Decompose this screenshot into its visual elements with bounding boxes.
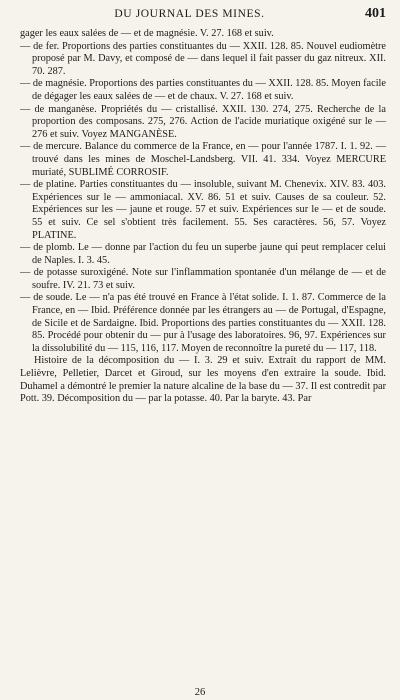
index-entry: — de plomb. Le — donne par l'action du feu un superbe jaune qui peut remplacer celui de Naples. I. 3. 45. — [20, 242, 386, 266]
index-entry: Histoire de la décomposition du — I. 3. 29 et suiv. Extrait du rapport de MM. Lelièvre, Pelletier, Darcet et Giroud, sur les moyens d'en extraire la soude. Ibid. Duhamel a démontré le premier la nature alcaline de la base du — 37. Il est contredit par Pott. 39. Décomposition du — par la potasse. 40. Par la baryte. 43. Par — [20, 355, 386, 405]
index-entry: — de mercure. Balance du commerce de la France, en — pour l'année 1787. I. 1. 92. — trouvé dans les mines de Moschel-Landsberg. VII. 41. 334. Voyez MERCURE muriaté, SUBLIMÉ CORROSIF. — [20, 141, 386, 178]
index-entry: — de fer. Proportions des parties constituantes du — XXII. 128. 85. Nouvel eudiomètre proposé par M. Davy, et composé de — dans lequel il fait passer du gaz nitreux. XII. 70. 287. — [20, 40, 386, 77]
signature-mark: 26 — [194, 687, 206, 698]
page-number: 401 — [365, 6, 386, 21]
index-entry: gager les eaux salées de — et de magnésie. V. 27. 168 et suiv. — [20, 28, 274, 39]
index-entry: — de manganèse. Propriétés du — cristallisé. XXII. 130. 274, 275. Recherche de la proportion des composans. 275, 276. Action de l'acide muriatique oxigéné sur le — 276 et suiv. Voyez MANGANÈSE. — [20, 103, 386, 140]
index-entry: — de potasse suroxigéné. Note sur l'inflammation spontanée d'un mélange de — et de soufre. IV. 21. 73 et suiv. — [20, 267, 386, 291]
index-entries — [20, 28, 386, 406]
index-entry: — de magnésie. Proportions des parties constituantes du — XXII. 128. 85. Moyen facile de dégager les eaux salées de — et de chaux. V. 27. 168 et suiv. — [20, 78, 386, 102]
running-head: DU JOURNAL DES MINES. — [114, 8, 265, 20]
index-entry: — de platine. Parties constituantes du — insoluble, suivant M. Chenevix. XIV. 83. 403. Expériences sur le — ammoniacal. XV. 86. 51 et suiv. Causes de sa couleur. 52. Expériences sur les — jaune et rouge. 57 et suiv. Expériences sur le — et de soude. 55 et suiv. Ce sel s'obtient très facilement. 55. Ses caractères. 56, 57. Voyez PLATINE. — [20, 179, 386, 241]
index-entry: — de soude. Le — n'a pas été trouvé en France à l'état solide. I. 1. 87. Commerce de la France, en — Ibid. Préférence donnée par les étrangers au — de Portugal, d'Espagne, de Sicile et de Sardaigne. Ibid. Proportions des parties constituantes du — XXII. 128. 85. Procédé pour obtenir du — pur à l'usage des laboratoires. 96, 97. Expériences sur la dissolubilité du — 115, 116, 117. Moyen de reconnoître la pureté du — 117, 118. — [20, 292, 386, 354]
page-header — [20, 6, 386, 28]
